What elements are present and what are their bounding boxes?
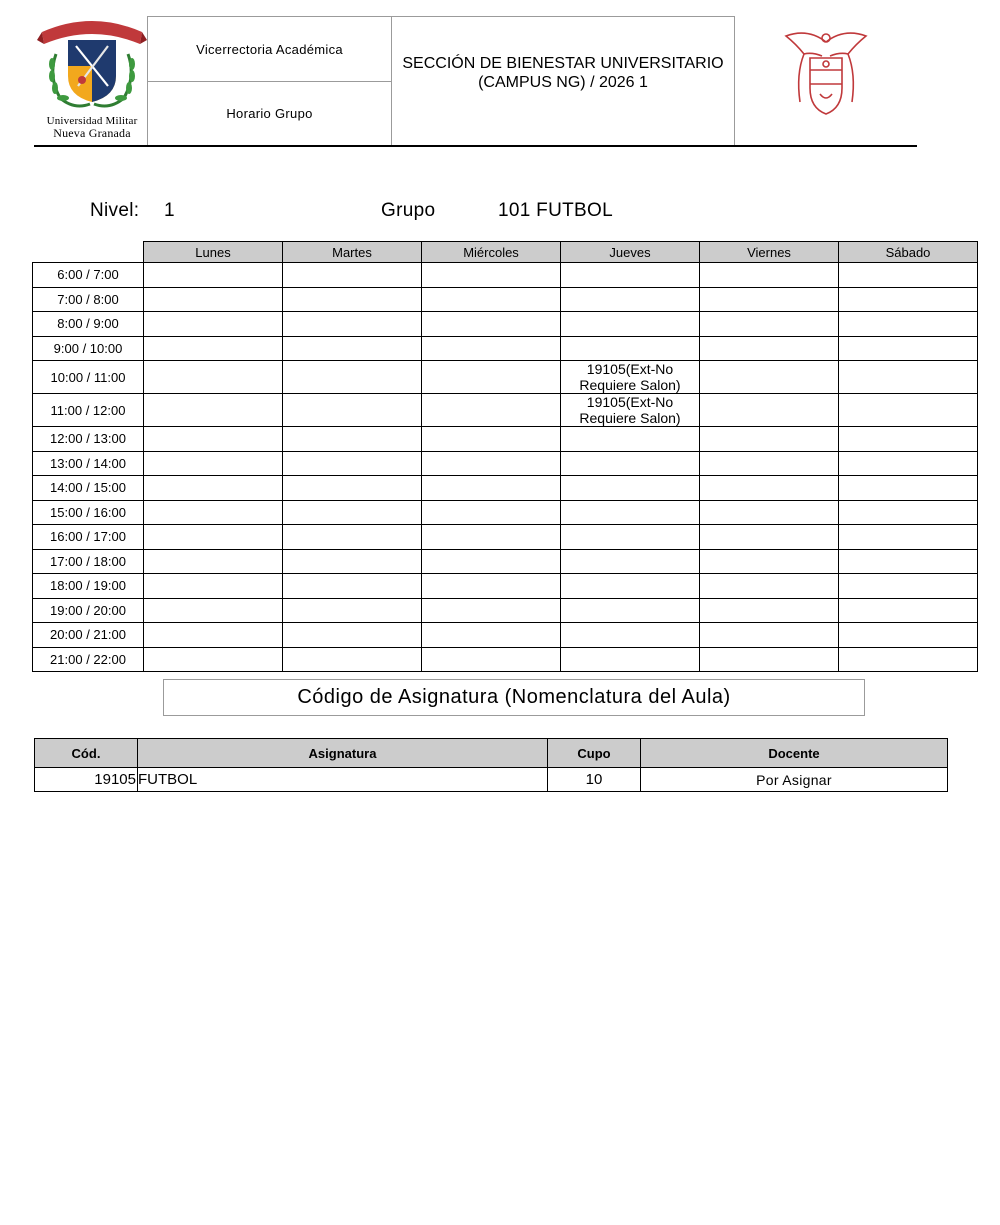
schedule-cell <box>839 287 978 312</box>
time-slot-label: 17:00 / 18:00 <box>33 549 144 574</box>
schedule-cell <box>839 312 978 337</box>
schedule-cell <box>561 623 700 648</box>
schedule-cell <box>283 549 422 574</box>
schedule-row <box>33 312 978 337</box>
schedule-row <box>33 476 978 501</box>
schedule-cell <box>283 361 422 394</box>
day-header: Sábado <box>839 242 978 263</box>
schedule-header-row <box>33 242 978 263</box>
schedule-cell <box>561 476 700 501</box>
schedule-cell <box>422 476 561 501</box>
schedule-cell <box>422 500 561 525</box>
day-header: Jueves <box>561 242 700 263</box>
subject-row <box>35 768 948 792</box>
subject-teacher: Por Asignar <box>641 768 948 792</box>
schedule-cell <box>561 336 700 361</box>
schedule-cell <box>283 598 422 623</box>
schedule-row <box>33 647 978 672</box>
section-title-line1: SECCIÓN DE BIENESTAR UNIVERSITARIO <box>402 55 724 72</box>
schedule-cell <box>283 427 422 452</box>
schedule-cell <box>839 549 978 574</box>
schedule-cell <box>839 598 978 623</box>
schedule-row <box>33 336 978 361</box>
schedule-cell <box>283 336 422 361</box>
schedule-cell <box>700 623 839 648</box>
university-crest-icon <box>36 14 148 114</box>
schedule-cell <box>700 361 839 394</box>
subject-name: FUTBOL <box>138 768 548 792</box>
schedule-cell <box>839 263 978 288</box>
schedule-cell <box>283 476 422 501</box>
col-header-teacher: Docente <box>641 739 948 768</box>
coat-of-arms-icon <box>782 24 870 122</box>
schedule-cell <box>144 361 283 394</box>
schedule-cell <box>700 287 839 312</box>
course-code-legend: Código de Asignatura (Nomenclatura del Aula) <box>163 679 865 716</box>
subjects-header-row <box>35 739 948 768</box>
schedule-cell <box>839 361 978 394</box>
schedule-cell <box>839 394 978 427</box>
schedule-cell <box>283 623 422 648</box>
university-name-line2: Nueva Granada <box>53 126 131 140</box>
schedule-cell <box>144 394 283 427</box>
schedule-cell <box>561 525 700 550</box>
col-header-code: Cód. <box>35 739 138 768</box>
schedule-cell <box>283 287 422 312</box>
schedule-cell <box>144 647 283 672</box>
schedule-cell <box>561 549 700 574</box>
schedule-cell <box>700 476 839 501</box>
schedule-cell <box>422 549 561 574</box>
time-slot-label: 15:00 / 16:00 <box>33 500 144 525</box>
schedule-cell <box>283 647 422 672</box>
schedule-cell <box>561 287 700 312</box>
schedule-cell <box>700 525 839 550</box>
schedule-row <box>33 287 978 312</box>
nivel-value: 1 <box>164 200 175 221</box>
weekly-schedule-table <box>32 241 978 672</box>
schedule-cell <box>144 500 283 525</box>
schedule-row <box>33 500 978 525</box>
schedule-cell <box>283 451 422 476</box>
nivel-label: Nivel: <box>90 200 140 221</box>
col-header-cupo: Cupo <box>548 739 641 768</box>
schedule-row <box>33 598 978 623</box>
time-slot-label: 11:00 / 12:00 <box>33 394 144 427</box>
schedule-cell <box>422 574 561 599</box>
schedule-row <box>33 394 978 427</box>
schedule-row <box>33 263 978 288</box>
schedule-cell <box>144 263 283 288</box>
schedule-cell <box>561 451 700 476</box>
schedule-row <box>33 525 978 550</box>
schedule-cell <box>561 312 700 337</box>
schedule-cell <box>561 500 700 525</box>
section-title-line2: (CAMPUS NG) / 2026 1 <box>478 74 648 91</box>
schedule-cell <box>283 525 422 550</box>
schedule-cell <box>700 427 839 452</box>
schedule-cell <box>422 312 561 337</box>
schedule-cell <box>700 574 839 599</box>
schedule-cell <box>839 525 978 550</box>
schedule-cell <box>700 598 839 623</box>
schedule-cell <box>144 451 283 476</box>
schedule-cell <box>839 574 978 599</box>
schedule-corner-cell <box>33 242 144 263</box>
horario-label: Horario Grupo <box>148 82 392 145</box>
time-slot-label: 19:00 / 20:00 <box>33 598 144 623</box>
schedule-cell <box>422 427 561 452</box>
schedule-cell <box>144 574 283 599</box>
schedule-row <box>33 451 978 476</box>
schedule-cell <box>283 312 422 337</box>
day-header: Miércoles <box>422 242 561 263</box>
schedule-cell <box>700 647 839 672</box>
schedule-cell <box>422 451 561 476</box>
schedule-cell: 19105(Ext-No Requiere Salon) <box>561 361 700 394</box>
time-slot-label: 8:00 / 9:00 <box>33 312 144 337</box>
time-slot-label: 18:00 / 19:00 <box>33 574 144 599</box>
schedule-cell <box>561 263 700 288</box>
col-header-subject: Asignatura <box>138 739 548 768</box>
schedule-cell <box>422 623 561 648</box>
schedule-cell <box>144 287 283 312</box>
schedule-cell <box>422 263 561 288</box>
schedule-cell <box>700 451 839 476</box>
time-slot-label: 7:00 / 8:00 <box>33 287 144 312</box>
schedule-cell <box>561 427 700 452</box>
schedule-cell <box>422 525 561 550</box>
grupo-value: 101 FUTBOL <box>498 200 613 221</box>
schedule-cell <box>422 287 561 312</box>
schedule-cell <box>144 623 283 648</box>
schedule-cell <box>700 336 839 361</box>
time-slot-label: 20:00 / 21:00 <box>33 623 144 648</box>
schedule-cell <box>283 500 422 525</box>
subject-code: 19105 <box>35 768 138 792</box>
time-slot-label: 9:00 / 10:00 <box>33 336 144 361</box>
schedule-cell <box>700 312 839 337</box>
schedule-row <box>33 574 978 599</box>
schedule-row <box>33 623 978 648</box>
schedule-cell <box>700 500 839 525</box>
time-slot-label: 6:00 / 7:00 <box>33 263 144 288</box>
schedule-cell <box>144 476 283 501</box>
time-slot-label: 21:00 / 22:00 <box>33 647 144 672</box>
schedule-cell <box>144 598 283 623</box>
schedule-cell <box>839 623 978 648</box>
schedule-cell <box>422 361 561 394</box>
time-slot-label: 14:00 / 15:00 <box>33 476 144 501</box>
schedule-row <box>33 549 978 574</box>
schedule-cell <box>422 336 561 361</box>
time-slot-label: 13:00 / 14:00 <box>33 451 144 476</box>
grupo-label: Grupo <box>381 200 436 221</box>
schedule-cell <box>144 549 283 574</box>
schedule-cell <box>422 394 561 427</box>
time-slot-label: 16:00 / 17:00 <box>33 525 144 550</box>
schedule-cell <box>422 598 561 623</box>
header-divider <box>34 145 917 147</box>
schedule-cell <box>839 476 978 501</box>
schedule-cell <box>839 500 978 525</box>
schedule-cell <box>700 263 839 288</box>
schedule-cell <box>422 647 561 672</box>
vicerrectoria-label: Vicerrectoria Académica <box>148 17 392 82</box>
day-header: Viernes <box>700 242 839 263</box>
schedule-cell <box>283 574 422 599</box>
schedule-cell <box>144 312 283 337</box>
day-header: Lunes <box>144 242 283 263</box>
schedule-cell <box>700 394 839 427</box>
document-header <box>147 16 735 146</box>
schedule-cell <box>561 598 700 623</box>
time-slot-label: 10:00 / 11:00 <box>33 361 144 394</box>
schedule-row <box>33 427 978 452</box>
schedule-cell <box>561 574 700 599</box>
schedule-cell <box>144 427 283 452</box>
schedule-cell <box>839 647 978 672</box>
schedule-cell <box>283 394 422 427</box>
schedule-cell <box>561 647 700 672</box>
schedule-cell <box>839 451 978 476</box>
schedule-cell <box>839 427 978 452</box>
subjects-table <box>34 738 948 792</box>
schedule-cell <box>144 336 283 361</box>
schedule-cell <box>283 263 422 288</box>
university-name-line1: Universidad Militar <box>46 115 138 127</box>
day-header: Martes <box>283 242 422 263</box>
university-logo <box>36 14 148 142</box>
schedule-cell <box>700 549 839 574</box>
section-title <box>392 17 734 145</box>
subject-cupo: 10 <box>548 768 641 792</box>
schedule-row <box>33 361 978 394</box>
schedule-cell <box>839 336 978 361</box>
schedule-cell <box>144 525 283 550</box>
schedule-cell: 19105(Ext-No Requiere Salon) <box>561 394 700 427</box>
coat-of-arms-logo <box>782 24 870 122</box>
time-slot-label: 12:00 / 13:00 <box>33 427 144 452</box>
